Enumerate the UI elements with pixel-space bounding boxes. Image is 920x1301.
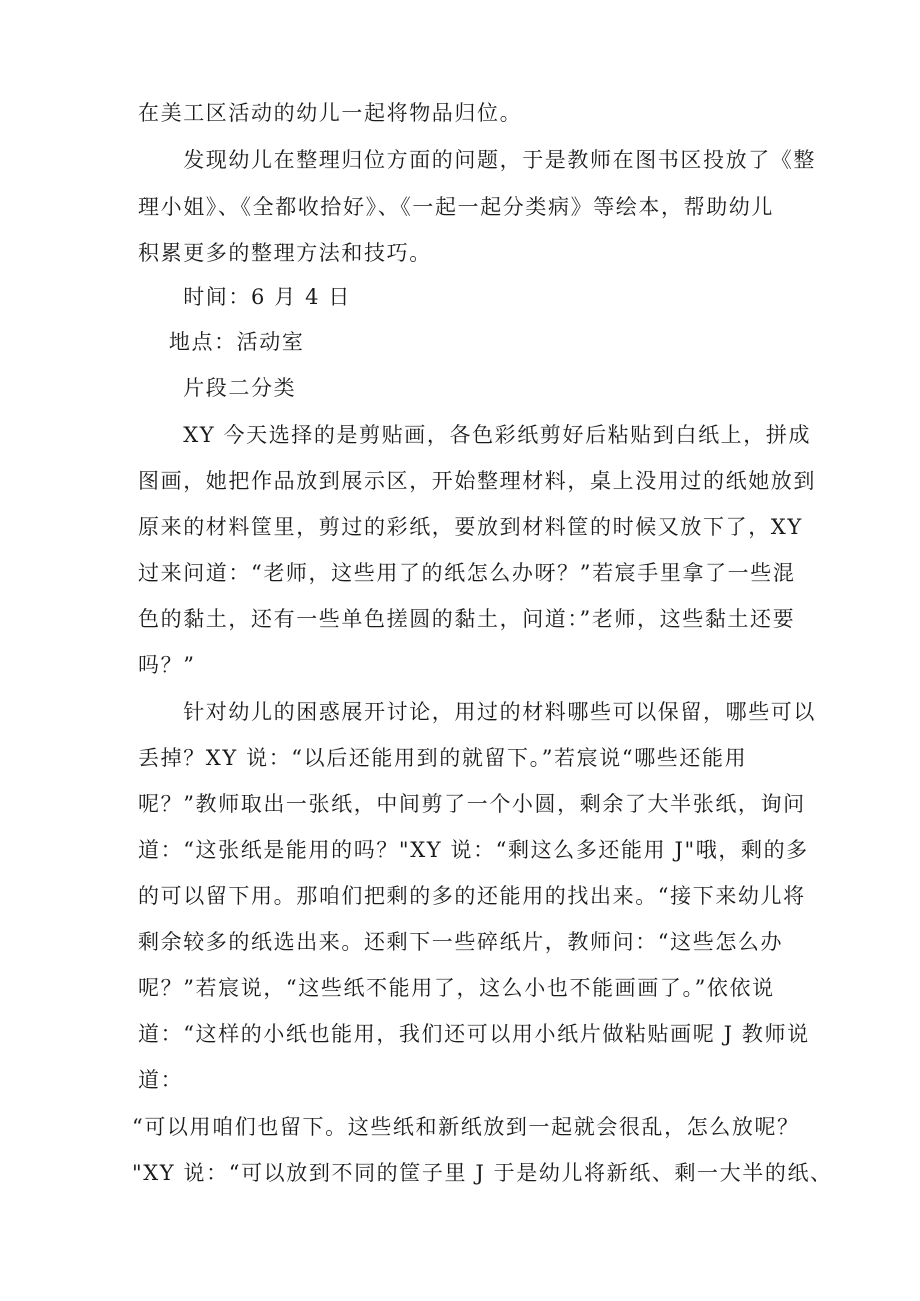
text-line: XY 今天选择的是剪贴画，各色彩纸剪好后粘贴到白纸上，拼成 xyxy=(138,423,812,447)
text-line: 在美工区活动的幼儿一起将物品归位。 xyxy=(138,101,523,125)
text-line: 理小姐》、《全都收拾好》、《一起一起分类病》等绘本，帮助幼儿 xyxy=(138,195,774,219)
text-line: "XY 说：“可以放到不同的筐子里 J 于是幼儿将新纸、剩一大半的纸、 xyxy=(132,1161,833,1185)
text-line: 色的黏土，还有一些单色搓圆的黏土，问道：”老师，这些黏土还要 xyxy=(138,607,796,631)
text-line: 原来的材料筐里，剪过的彩纸，要放到材料筐的时候又放下了，XY xyxy=(138,515,803,539)
text-line: 剩余较多的纸选出来。还剩下一些碎纸片，教师问：“这些怎么办 xyxy=(138,930,784,954)
text-line: 发现幼儿在整理归位方面的问题，于是教师在图书区投放了《整 xyxy=(138,148,816,172)
text-line: 针对幼儿的困惑展开讨论，用过的材料哪些可以保留，哪些可以 xyxy=(138,700,816,724)
text-line: 道： xyxy=(138,1068,184,1092)
text-line: 的可以留下用。那咱们把剩的多的还能用的找出来。“接下来幼儿将 xyxy=(138,884,806,908)
fragment-title: 片段二分类 xyxy=(138,376,297,400)
text-line: 图画，她把作品放到展示区，开始整理材料，桌上没用过的纸她放到 xyxy=(138,469,816,493)
text-line: 过来问道：“老师，这些用了的纸怎么办呀？”若宸手里拿了一些混 xyxy=(138,561,796,585)
text-line: 积累更多的整理方法和技巧。 xyxy=(138,241,432,265)
text-line: 道：“这张纸是能用的吗？"XY 说：“剩这么多还能用 J"哦，剩的多 xyxy=(138,838,809,862)
time-line: 时间：6 月 4 日 xyxy=(138,285,351,309)
text-line: 吗？” xyxy=(138,653,196,677)
text-line: 呢？”若宸说，“这些纸不能用了，这么小也不能画画了。”依依说 xyxy=(138,976,775,1000)
text-line: 道：“这样的小纸也能用，我们还可以用小纸片做粘贴画呢 J 教师说 xyxy=(138,1022,810,1046)
text-line: 丢掉？XY 说：“以后还能用到的就留下。”若宸说“哪些还能用 xyxy=(138,746,748,770)
text-line: 呢？”教师取出一张纸，中间剪了一个小圆，剩余了大半张纸，询问 xyxy=(138,792,806,816)
text-line: “可以用咱们也留下。这些纸和新纸放到一起就会很乱，怎么放呢？ xyxy=(132,1115,800,1139)
place-line: 地点：活动室 xyxy=(138,330,305,354)
